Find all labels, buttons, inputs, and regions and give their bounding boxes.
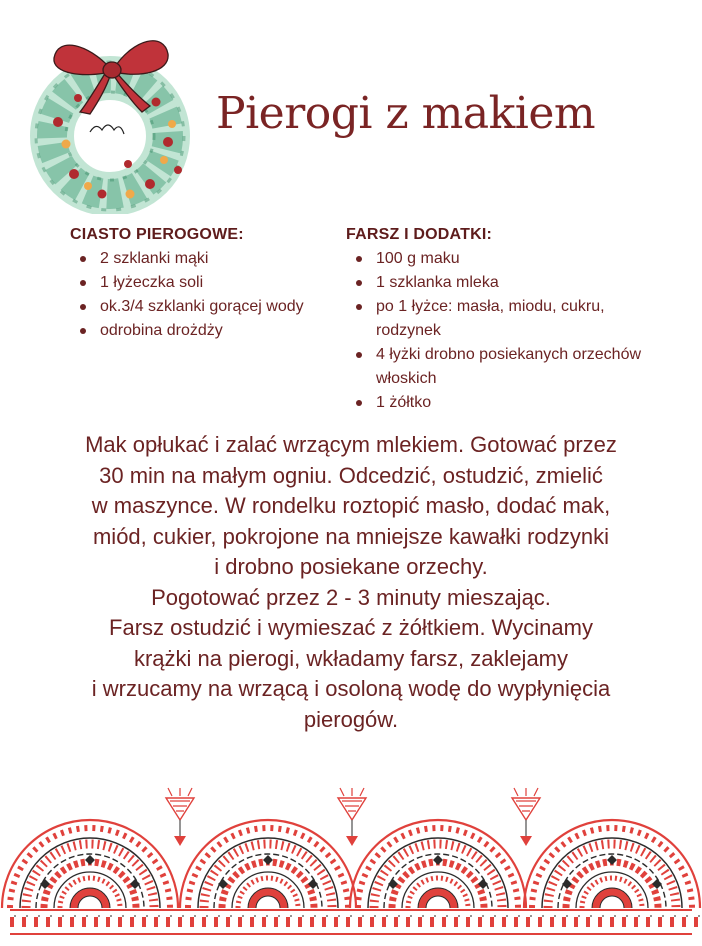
list-item: 1 żółtko [346,391,646,415]
list-item: 2 szklanki mąki [70,247,340,271]
method-line: pierogów. [303,706,399,732]
method-line: Mak opłukać i zalać wrzącym mlekiem. Gotować przez [85,432,617,457]
filling-heading: FARSZ I DODATKI: [346,226,493,243]
list-item: ok.3/4 szklanki gorącej wody [70,295,340,319]
folk-ornament-border [0,784,702,946]
method-line: Farsz ostudzić i wymieszać z żółtkiem. Wycinamy [109,615,593,640]
method-line: i drobno posiekane orzechy. [214,554,488,579]
method-line: 30 min na małym ogniu. Odcedzić, ostudzić, zmielić [99,462,603,488]
list-item: 4 łyżki drobno posiekanych orzechów włoskich [346,343,646,391]
page-title: Pierogi z makiem [216,88,596,139]
method-text [30,430,672,735]
list-item: odrobina drożdży [70,319,340,343]
method-line: miód, cukier, pokrojone na mniejsze kawałki rodzynki [92,523,609,549]
filling-list [346,247,646,415]
method-line: w maszynce. W rondelku roztopić masło, dodać mak, [91,493,611,518]
list-item: po 1 łyżce: masła, miodu, cukru, rodzynek [346,295,646,343]
christmas-wreath-icon [18,24,208,214]
dough-heading: CIASTO PIEROGOWE: [70,226,244,243]
method-line: Pogotować przez 2 - 3 minuty mieszając. [151,584,551,610]
dough-ingredients [70,226,340,343]
filling-ingredients [346,226,646,415]
dough-list [70,247,340,343]
list-item: 1 szklanka mleka [346,271,646,295]
list-item: 1 łyżeczka soli [70,271,340,295]
method-line: krążki na pierogi, wkładamy farsz, zaklejamy [133,645,569,671]
method-line: i wrzucamy na wrzącą i osoloną wodę do wypłynięcia [91,676,611,701]
list-item: 100 g maku [346,247,646,271]
